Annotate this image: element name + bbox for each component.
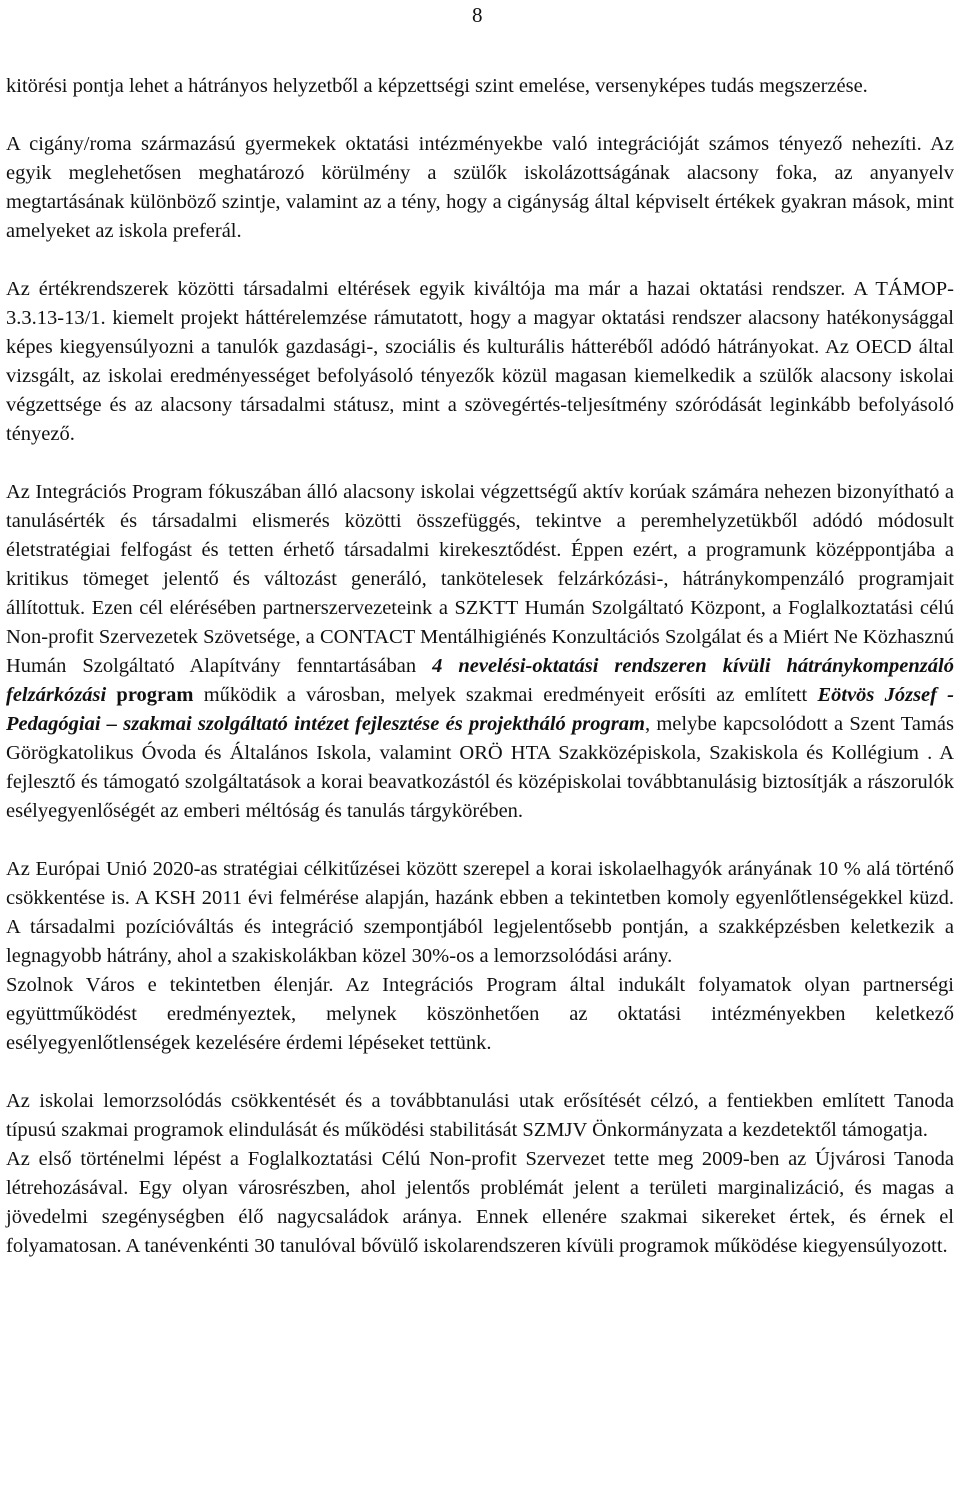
paragraph-4 (6, 478, 954, 826)
paragraph-7: Az iskolai lemorzsolódás csökkentését és a továbbtanulási utak erősítését célzó, a fentiekben említett Tanoda típusú szakmai programok elindulását és működési stabilitását SZMJV Önkormányzata a kezdetektől támogatja. (6, 1090, 954, 1141)
paragraph-4-text-2: működik a városban, melyek szakmai eredményeit erősíti az említett (193, 684, 818, 706)
paragraph-4-text-1: Az Integrációs Program fókuszában álló alacsony iskolai végzettségű aktív korúak számára nehezen bizonyítható a tanulásérték és társadalmi elismerés közötti összefüggés, tekintve a peremhelyzetükből adódó módosult életstratégiai felfogást és tetten érhető társadalmi kirekesztődést. Éppen ezért, a programunk középpontjába a kritikus tömeget jelentő és változást generáló, tankötelesek felzárkózási-, hátránykompenzáló programjait állítottuk. Ezen cél elérésében partnerszervezeteink a SZKTT Humán Szolgáltató Központ, a Foglalkoztatási célú Non-profit Szervezetek Szövetsége, a CONTACT Mentálhigiénés Konzultációs Szolgálat és a Miért Ne Közhasznú Humán Szolgáltató Alapítvány fenntartásában (6, 481, 954, 677)
paragraph-4-text-3: , melybe kapcsolódott a Szent Tamás Görögkatolikus Óvoda és Általános Iskola, valamint ORÖ HTA Szakközépiskola, Szakiskola és Kollégium . A fejlesztő és támogató szolgáltatások a korai beavatkozástól és középiskolai továbbtanulásig biztosítják a rászorulók esélyegyenlőségét az emberi méltóság és tanulás tárgykörében. (6, 713, 955, 822)
paragraph-1: kitörési pontja lehet a hátrányos helyzetből a képzettségi szint emelése, versenyképes tudás megszerzése. (6, 75, 868, 97)
program-word-emphasis: program (106, 684, 194, 706)
paragraph-2: A cigány/roma származású gyermekek oktatási intézményekbe való integrációját számos tényező nehezíti. Az egyik meglehetősen meghatározó körülmény a szülők iskolázottságának alacsony foka, az anyanyelv megtartásának különböző szintje, valamint az a tény, hogy a cigányság által képviselt értékek gyakran mások, mint amelyeket az iskola preferál. (6, 133, 954, 242)
document-body (6, 72, 954, 1261)
project-title-emphasis: Eötvös József - Pedagógiai – szakmai szolgáltató intézet fejlesztése és projektháló program (6, 684, 954, 735)
paragraph-6: Szolnok Város e tekintetben élenjár. Az Integrációs Program által indukált folyamatok olyan partnerségi együttműködést eredményeztek, melynek köszönhetően az oktatási intézményekben keletkező esélyegyenlőtlenségek kezelésére érdemi lépéseket tettünk. (6, 974, 954, 1054)
paragraph-5: Az Európai Unió 2020-as stratégiai célkitűzései között szerepel a korai iskolaelhagyók arányának 10 % alá történő csökkentése is. A KSH 2011 évi felmérése alapján, hazánk ebben a tekintetben komoly egyenlőtlenségekkel küzd. A társadalmi pozícióváltás és integráció szempontjából legjelentősebb pontján, a szakképzésben keletkezik a legnagyobb hátrány, ahol a szakiskolákban közel 30%-os a lemorzsolódási arány. (6, 858, 954, 967)
paragraph-8: Az első történelmi lépést a Foglalkoztatási Célú Non-profit Szervezet tette meg 2009-ben az Újvárosi Tanoda létrehozásával. Egy olyan városrészben, ahol jelentős problémát jelent a területi marginalizáció, és magas a jövedelmi szegénységben élő nagycsaládok aránya. Ennek ellenére szakmai sikereket értek, és érnek el folyamatosan. A tanévenkénti 30 tanulóval bővülő iskolarendszeren kívüli programok működése kiegyensúlyozott. (6, 1148, 954, 1257)
page-number: 8 (472, 3, 483, 27)
program-count-emphasis: 4 nevelési-oktatási rendszeren kívüli hátránykompenzáló felzárkózási (6, 655, 954, 706)
paragraph-3: Az értékrendszerek közötti társadalmi eltérések egyik kiváltója ma már a hazai oktatási rendszer. A TÁMOP-3.3.13-13/1. kiemelt projekt háttérelemzése rámutatott, hogy a magyar oktatási rendszer alacsony hatékonysággal képes kiegyensúlyozni a tanulók gazdasági-, szociális és kulturális hátteréből adódó hátrányokat. Az OECD által vizsgált, az iskolai eredményességet befolyásoló tényezők közül magasan kiemelkedik a szülők alacsony iskolai végzettsége és az alacsony társadalmi státusz, mint a szövegértés-teljesítmény szóródását leginkább befolyásoló tényező. (6, 278, 954, 445)
